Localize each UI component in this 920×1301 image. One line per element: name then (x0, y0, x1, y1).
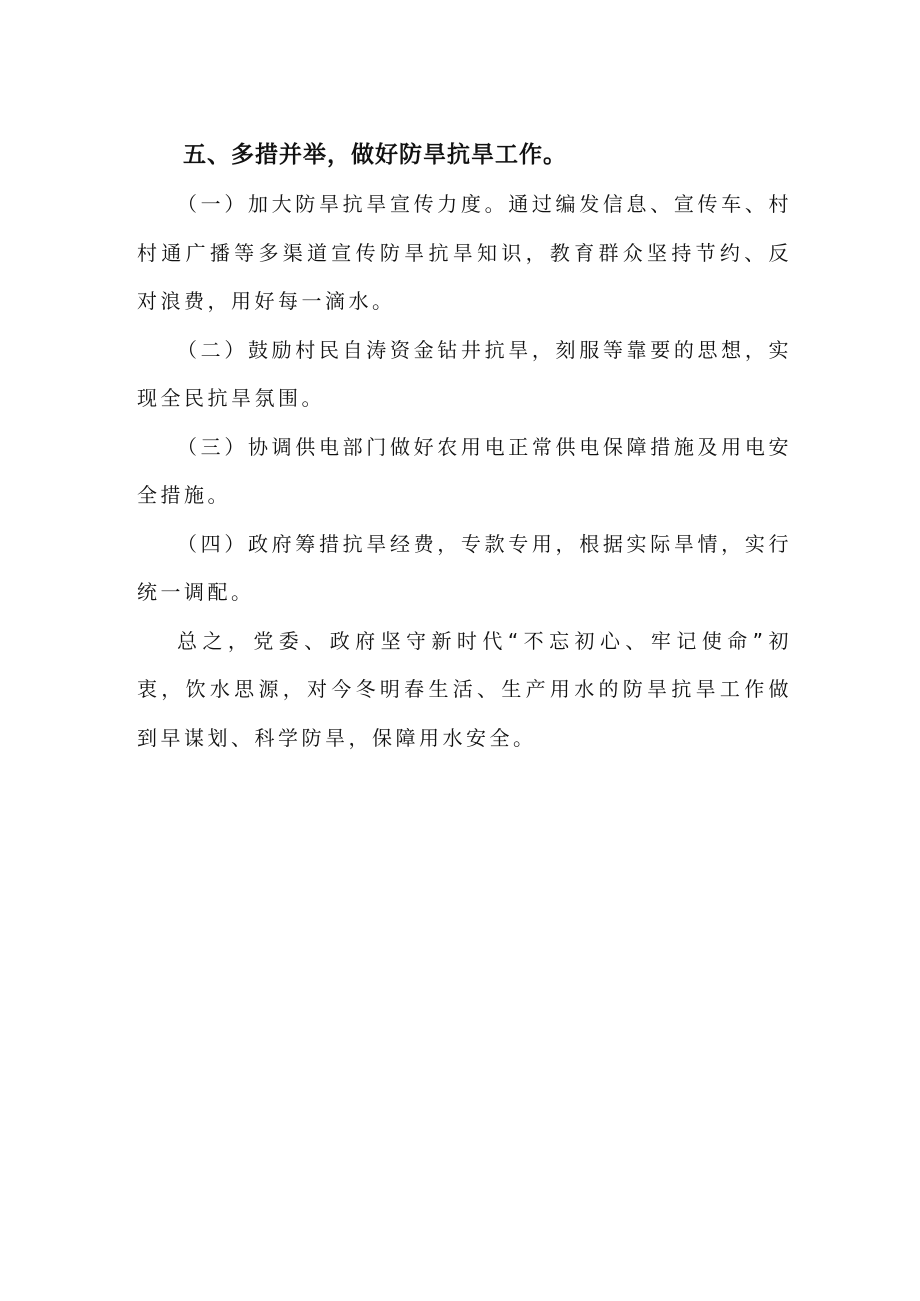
paragraph-2: （二）鼓励村民自涛资金钻井抗旱，刻服等靠要的思想，实现全民抗旱氛围。 (137, 337, 792, 410)
paragraph-1: （一）加大防旱抗旱宣传力度。通过编发信息、宣传车、村村通广播等多渠道宣传防旱抗旱知识，教育群众坚持节约、反对浪费，用好每一滴水。 (137, 192, 792, 313)
document-page (137, 132, 792, 762)
paragraph-3: （三）协调供电部门做好农用电正常供电保障措施及用电安全措施。 (137, 434, 792, 507)
closing-paragraph: 总之，党委、政府坚守新时代“不忘初心、牢记使命”初衷，饮水思源，对今冬明春生活、生产用水的防旱抗旱工作做到早谋划、科学防旱，保障用水安全。 (137, 628, 792, 750)
section-heading: 五、多措并举，做好防旱抗旱工作。 (183, 142, 567, 168)
paragraph-4: （四）政府筹措抗旱经费，专款专用，根据实际旱情，实行统一调配。 (137, 531, 792, 604)
